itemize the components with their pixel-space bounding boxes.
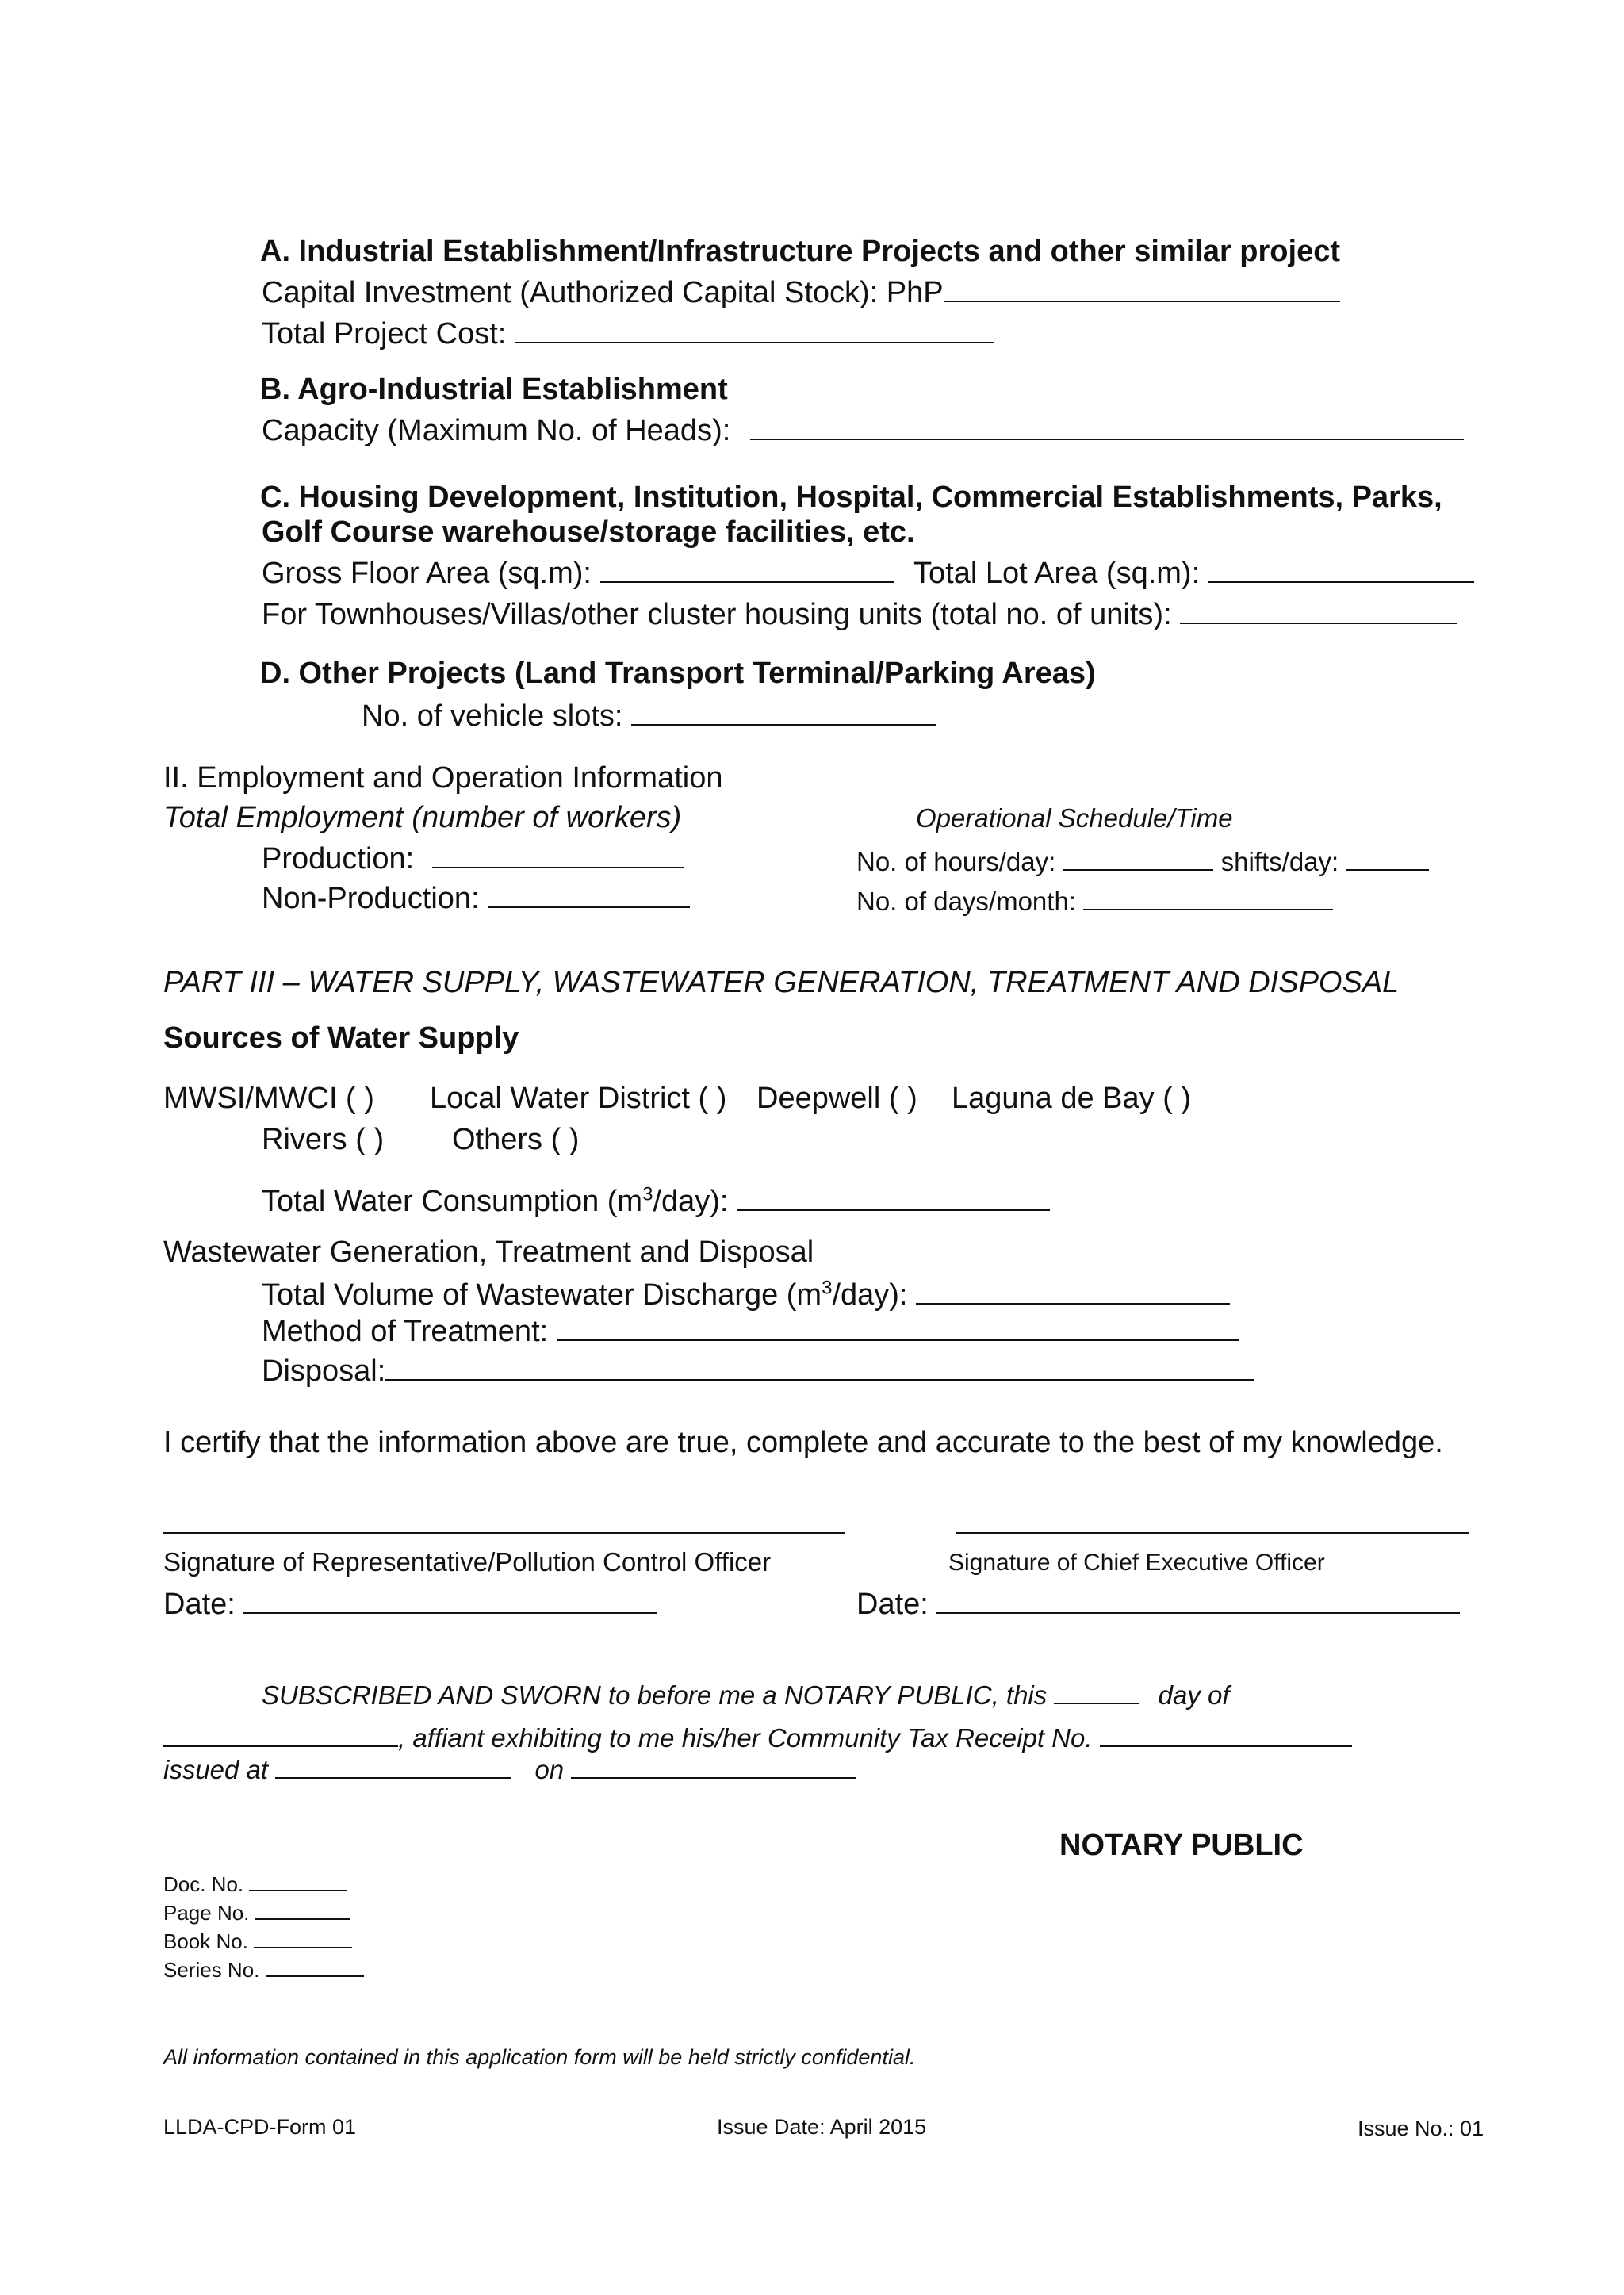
days-label: No. of days/month:: [856, 887, 1076, 916]
capital-investment-field[interactable]: [944, 277, 1340, 302]
total-lot-row: [914, 555, 1474, 592]
source-option-local-water-district[interactable]: Local Water District ( ): [430, 1082, 727, 1115]
discharge-row: [262, 1277, 1230, 1313]
right-date-row: [856, 1586, 1460, 1623]
notary-public-title: NOTARY PUBLIC: [1059, 1829, 1304, 1862]
section-a-heading: A. Industrial Establishment/Infrastructure Projects and other similar project: [260, 235, 1340, 268]
total-project-cost-field[interactable]: [515, 318, 994, 343]
source-option-deepwell[interactable]: Deepwell ( ): [756, 1082, 917, 1115]
notary-issued-at-label: issued at: [163, 1755, 269, 1784]
capital-investment-row: [262, 274, 1340, 311]
left-date-row: [163, 1586, 657, 1623]
vehicle-slots-field[interactable]: [631, 700, 936, 726]
total-project-cost-row: [262, 316, 994, 352]
series-no-label: Series No.: [163, 1958, 260, 1982]
notary-line2-text: , affiant exhibiting to me his/her Community Tax Receipt No.: [398, 1723, 1093, 1753]
hours-row: [856, 845, 1429, 878]
shifts-label: shifts/day:: [1220, 847, 1339, 876]
shifts-field[interactable]: [1346, 845, 1429, 871]
issue-date: Issue Date: April 2015: [717, 2115, 927, 2139]
capital-investment-label: Capital Investment (Authorized Capital Stock): PhP: [262, 276, 944, 309]
notary-line1-day-of: day of: [1158, 1680, 1230, 1710]
source-option-rivers[interactable]: Rivers ( ): [262, 1123, 385, 1156]
production-row: [262, 841, 684, 877]
disposal-field[interactable]: [385, 1355, 1254, 1381]
notary-line2: [163, 1722, 1352, 1754]
capacity-label: Capacity (Maximum No. of Heads):: [262, 414, 731, 447]
confidential-notice: All information contained in this application form will be held strictly confidential.: [163, 2045, 916, 2069]
total-lot-field[interactable]: [1208, 557, 1474, 583]
part-ii-heading: II. Employment and Operation Information: [163, 761, 723, 795]
days-field[interactable]: [1083, 885, 1333, 910]
ceo-signature-label: Signature of Chief Executive Officer: [948, 1550, 1325, 1576]
community-tax-receipt-field[interactable]: [1100, 1725, 1352, 1747]
issue-no: Issue No.: 01: [1358, 2117, 1484, 2140]
book-no-label: Book No.: [163, 1929, 248, 1953]
notary-day-field[interactable]: [1054, 1682, 1139, 1704]
source-option-laguna[interactable]: Laguna de Bay ( ): [952, 1082, 1192, 1115]
capacity-field[interactable]: [750, 415, 1464, 440]
doc-no-field[interactable]: [249, 1872, 347, 1891]
section-c-heading-line1: C. Housing Development, Institution, Hospital, Commercial Establishments, Parks,: [260, 481, 1442, 514]
method-field[interactable]: [557, 1316, 1239, 1341]
page-no-row: [163, 1900, 350, 1925]
notary-line1: [262, 1680, 1230, 1711]
townhouses-field[interactable]: [1180, 599, 1457, 624]
right-date-field[interactable]: [936, 1588, 1460, 1614]
source-option-others[interactable]: Others ( ): [452, 1123, 580, 1156]
page-no-field[interactable]: [255, 1901, 350, 1920]
doc-no-label: Doc. No.: [163, 1872, 244, 1896]
water-consumption-row: [262, 1183, 1050, 1220]
operational-schedule-label: Operational Schedule/Time: [916, 803, 1233, 833]
disposal-label: Disposal:: [262, 1354, 386, 1388]
hours-field[interactable]: [1063, 845, 1213, 871]
section-b-heading: B. Agro-Industrial Establishment: [260, 373, 728, 406]
water-consumption-label: Total Water Consumption $(m^3/day)$:: [262, 1183, 729, 1218]
page-no-label: Page No.: [163, 1901, 250, 1925]
book-no-field[interactable]: [254, 1929, 352, 1948]
notary-on-field[interactable]: [571, 1757, 856, 1779]
production-label: Production:: [262, 842, 415, 875]
gross-floor-field[interactable]: [600, 557, 894, 583]
total-project-cost-label: Total Project Cost:: [262, 317, 507, 351]
doc-no-row: [163, 1872, 347, 1897]
series-no-row: [163, 1957, 364, 1983]
method-row: [262, 1313, 1239, 1350]
notary-on-label: on: [534, 1755, 565, 1784]
vehicle-slots-row: [362, 698, 936, 734]
townhouses-row: [262, 596, 1457, 633]
non-production-field[interactable]: [488, 883, 690, 908]
rep-signature-label: Signature of Representative/Pollution Control Officer: [163, 1547, 772, 1577]
non-production-label: Non-Production:: [262, 882, 480, 915]
source-option-mwsi[interactable]: MWSI/MWCI ( ): [163, 1082, 374, 1115]
series-no-field[interactable]: [266, 1958, 364, 1977]
notary-month-field[interactable]: [163, 1725, 398, 1747]
certification-statement: I certify that the information above are true, complete and accurate to the best of my knowledge.: [163, 1426, 1443, 1459]
left-date-label: Date:: [163, 1588, 236, 1621]
ceo-signature-line[interactable]: [956, 1532, 1469, 1534]
left-date-field[interactable]: [243, 1588, 657, 1614]
right-date-label: Date:: [856, 1588, 929, 1621]
days-row: [856, 885, 1333, 918]
book-no-row: [163, 1929, 352, 1954]
notary-issued-at-field[interactable]: [275, 1757, 511, 1779]
section-d-heading: D. Other Projects (Land Transport Terminal/Parking Areas): [260, 657, 1096, 690]
form-id: LLDA-CPD-Form 01: [163, 2115, 357, 2139]
gross-floor-label: Gross Floor Area (sq.m):: [262, 557, 592, 590]
gross-floor-row: [262, 555, 894, 592]
hours-label: No. of hours/day:: [856, 847, 1056, 876]
wastewater-heading: Wastewater Generation, Treatment and Disposal: [163, 1236, 814, 1269]
discharge-label: Total Volume of Wastewater Discharge $(m^3/day)$:: [262, 1277, 908, 1312]
non-production-row: [262, 880, 690, 917]
production-field[interactable]: [432, 843, 684, 868]
method-label: Method of Treatment:: [262, 1315, 549, 1348]
total-lot-label: Total Lot Area (sq.m):: [914, 557, 1201, 590]
total-employment-label: Total Employment (number of workers): [163, 801, 682, 834]
townhouses-label: For Townhouses/Villas/other cluster housing units (total no. of units):: [262, 598, 1172, 631]
water-consumption-field[interactable]: [737, 1186, 1050, 1211]
vehicle-slots-label: No. of vehicle slots:: [362, 699, 623, 733]
disposal-row: [262, 1353, 1254, 1389]
rep-signature-line[interactable]: [163, 1532, 845, 1534]
part-iii-heading: PART III – WATER SUPPLY, WASTEWATER GENERATION, TREATMENT AND DISPOSAL: [163, 966, 1400, 999]
capacity-row: [262, 412, 1464, 449]
section-c-heading-line2: Golf Course warehouse/storage facilities, etc.: [262, 515, 915, 549]
discharge-field[interactable]: [916, 1279, 1230, 1305]
notary-line1-text: SUBSCRIBED AND SWORN to before me a NOTARY PUBLIC, this: [262, 1680, 1048, 1710]
notary-line3: [163, 1754, 856, 1786]
sources-heading: Sources of Water Supply: [163, 1021, 519, 1055]
